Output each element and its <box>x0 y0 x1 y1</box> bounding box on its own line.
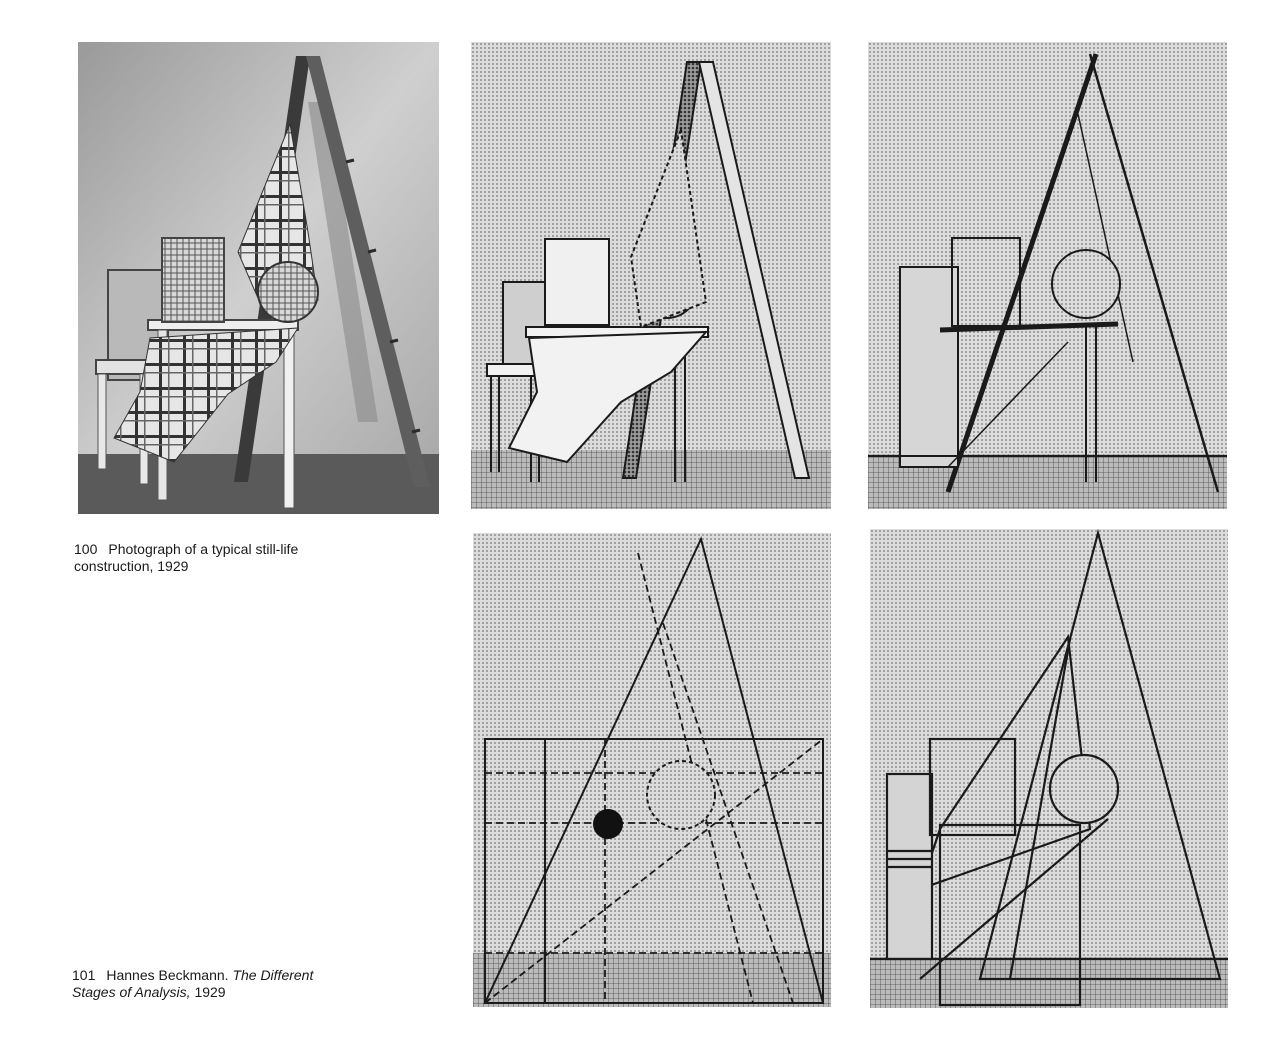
analysis-stage-1 <box>471 42 831 509</box>
figure-101-author: Hannes Beckmann. <box>106 967 229 983</box>
figure-101-title-line1: The Different <box>232 967 314 983</box>
analysis-stage-4 <box>870 529 1228 1008</box>
figure-101-title-line2: Stages of Analysis, <box>72 984 191 1000</box>
figure-100-text-line1: Photograph of a typical still-life <box>108 541 299 557</box>
figure-100-caption <box>74 541 394 575</box>
figure-101-caption <box>72 967 412 1001</box>
figure-100-text-line2: construction, 1929 <box>74 558 189 574</box>
figure-101-number: 101 <box>72 967 96 983</box>
analysis-stage-2 <box>868 42 1227 509</box>
analysis-stage-3 <box>473 533 831 1007</box>
still-life-photograph <box>78 42 439 514</box>
figure-100-number: 100 <box>74 541 98 557</box>
figure-101-year: 1929 <box>194 984 226 1000</box>
